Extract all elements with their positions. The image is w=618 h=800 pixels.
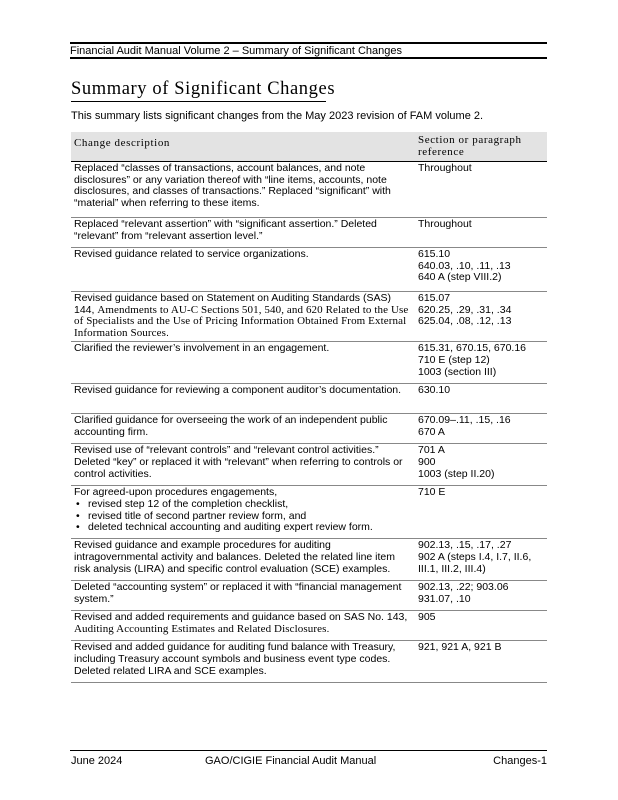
table-row bbox=[71, 641, 547, 683]
col-header-reference: Section or paragraph reference bbox=[415, 132, 547, 162]
change-description: Deleted “accounting system” or replaced it with “financial management system.” bbox=[71, 581, 415, 611]
section-reference: 615.07 620.25, .29, .31, .34 625.04, .08, .12, .13 bbox=[415, 292, 547, 342]
cited-title: Auditing Accounting Estimates and Related Disclosures bbox=[74, 622, 327, 635]
list-item: • revised title of second partner review form, and bbox=[88, 511, 412, 523]
change-description: Clarified the reviewer’s involvement in an engagement. bbox=[71, 342, 415, 384]
change-description: Revised guidance and example procedures for auditing intragovernmental activity and balances. Deleted the related line item risk analysis (LIRA) and specific control evaluation (SCE) examples. bbox=[71, 539, 415, 581]
section-reference: 710 E bbox=[415, 486, 547, 539]
section-reference: Throughout bbox=[415, 218, 547, 248]
table-row bbox=[71, 581, 547, 611]
table-row bbox=[71, 248, 547, 292]
section-reference: Throughout bbox=[415, 162, 547, 218]
change-description: Revised guidance for reviewing a component auditor’s documentation. bbox=[71, 384, 415, 414]
list-item: • revised step 12 of the completion checklist, bbox=[88, 499, 412, 511]
change-description: Revised use of “relevant controls” and “relevant control activities.” Deleted “key” or replaced it with “relevant” when referring to controls or control activities. bbox=[71, 444, 415, 486]
change-description: Revised and added guidance for auditing fund balance with Treasury, including Treasury account symbols and business event type codes. Deleted related LIRA and SCE examples. bbox=[71, 641, 415, 683]
change-description: Clarified guidance for overseeing the work of an independent public accounting firm. bbox=[71, 414, 415, 444]
change-description: Revised guidance based on Statement on Auditing Standards (SAS) 144, Amendments to AU-C Sections 501, 540, and 620 Related to the Use of Specialists and the Use of Pricing Information Obtained From External Information Sources. bbox=[71, 292, 415, 342]
changes-table bbox=[71, 132, 547, 683]
table-row bbox=[71, 384, 547, 414]
change-description: Revised and added requirements and guidance based on SAS No. 143, Auditing Accounting Estimates and Related Disclosures. bbox=[71, 611, 415, 641]
change-description: Revised guidance related to service organizations. bbox=[71, 248, 415, 292]
footer-rule bbox=[70, 750, 547, 751]
cited-title: Amendments to AU-C Sections 501, 540, and 620 Related to the Use of Specialists and the Use of Pricing Information Obtained From External Information Sources bbox=[74, 303, 409, 339]
footer-date: June 2024 bbox=[71, 755, 123, 767]
table-row bbox=[71, 342, 547, 384]
col-header-description: Change description bbox=[71, 132, 415, 162]
table-row bbox=[71, 611, 547, 641]
table-row bbox=[71, 486, 547, 539]
section-reference: 615.31, 670.15, 670.16 710 E (step 12) 1003 (section III) bbox=[415, 342, 547, 384]
table-row bbox=[71, 162, 547, 218]
list-item: • deleted technical accounting and auditing expert review form. bbox=[88, 522, 412, 534]
bullet-list bbox=[74, 499, 412, 534]
section-reference: 921, 921 A, 921 B bbox=[415, 641, 547, 683]
intro-text: This summary lists significant changes from the May 2023 revision of FAM volume 2. bbox=[71, 110, 484, 122]
section-reference: 902.13, .22; 903.06 931.07, .10 bbox=[415, 581, 547, 611]
change-description: Replaced “classes of transactions, account balances, and note disclosures” or any variation thereof with “line items, accounts, note disclosures, and classes of transactions.” Replaced “significant” with “material” when referring to these items. bbox=[71, 162, 415, 218]
table-row bbox=[71, 292, 547, 342]
change-description: Replaced “relevant assertion” with “significant assertion.” Deleted “relevant” from “relevant assertion level.” bbox=[71, 218, 415, 248]
title-underline bbox=[71, 101, 326, 102]
section-reference: 630.10 bbox=[415, 384, 547, 414]
header-rule bbox=[70, 57, 547, 59]
table-header-row bbox=[71, 132, 547, 162]
section-reference: 905 bbox=[415, 611, 547, 641]
change-description: For agreed-upon procedures engagements, • revised step 12 of the completion checklist, • revised title of second partner review form, and • deleted technical accounting and auditing expert review form. bbox=[71, 486, 415, 539]
running-header: Financial Audit Manual Volume 2 – Summary of Significant Changes bbox=[70, 42, 547, 58]
table-row bbox=[71, 539, 547, 581]
section-reference: 670.09–.11, .15, .16 670 A bbox=[415, 414, 547, 444]
footer-title: GAO/CIGIE Financial Audit Manual bbox=[205, 755, 377, 767]
table-row bbox=[71, 444, 547, 486]
section-reference: 902.13, .15, .17, .27 902 A (steps I.4, I.7, II.6, III.1, III.2, III.4) bbox=[415, 539, 547, 581]
section-reference: 701 A 900 1003 (step II.20) bbox=[415, 444, 547, 486]
page-title: Summary of Significant Changes bbox=[71, 79, 336, 99]
section-reference: 615.10 640.03, .10, .11, .13 640 A (step VIII.2) bbox=[415, 248, 547, 292]
table-row bbox=[71, 218, 547, 248]
footer-page-number: Changes-1 bbox=[493, 755, 547, 767]
table-row bbox=[71, 414, 547, 444]
